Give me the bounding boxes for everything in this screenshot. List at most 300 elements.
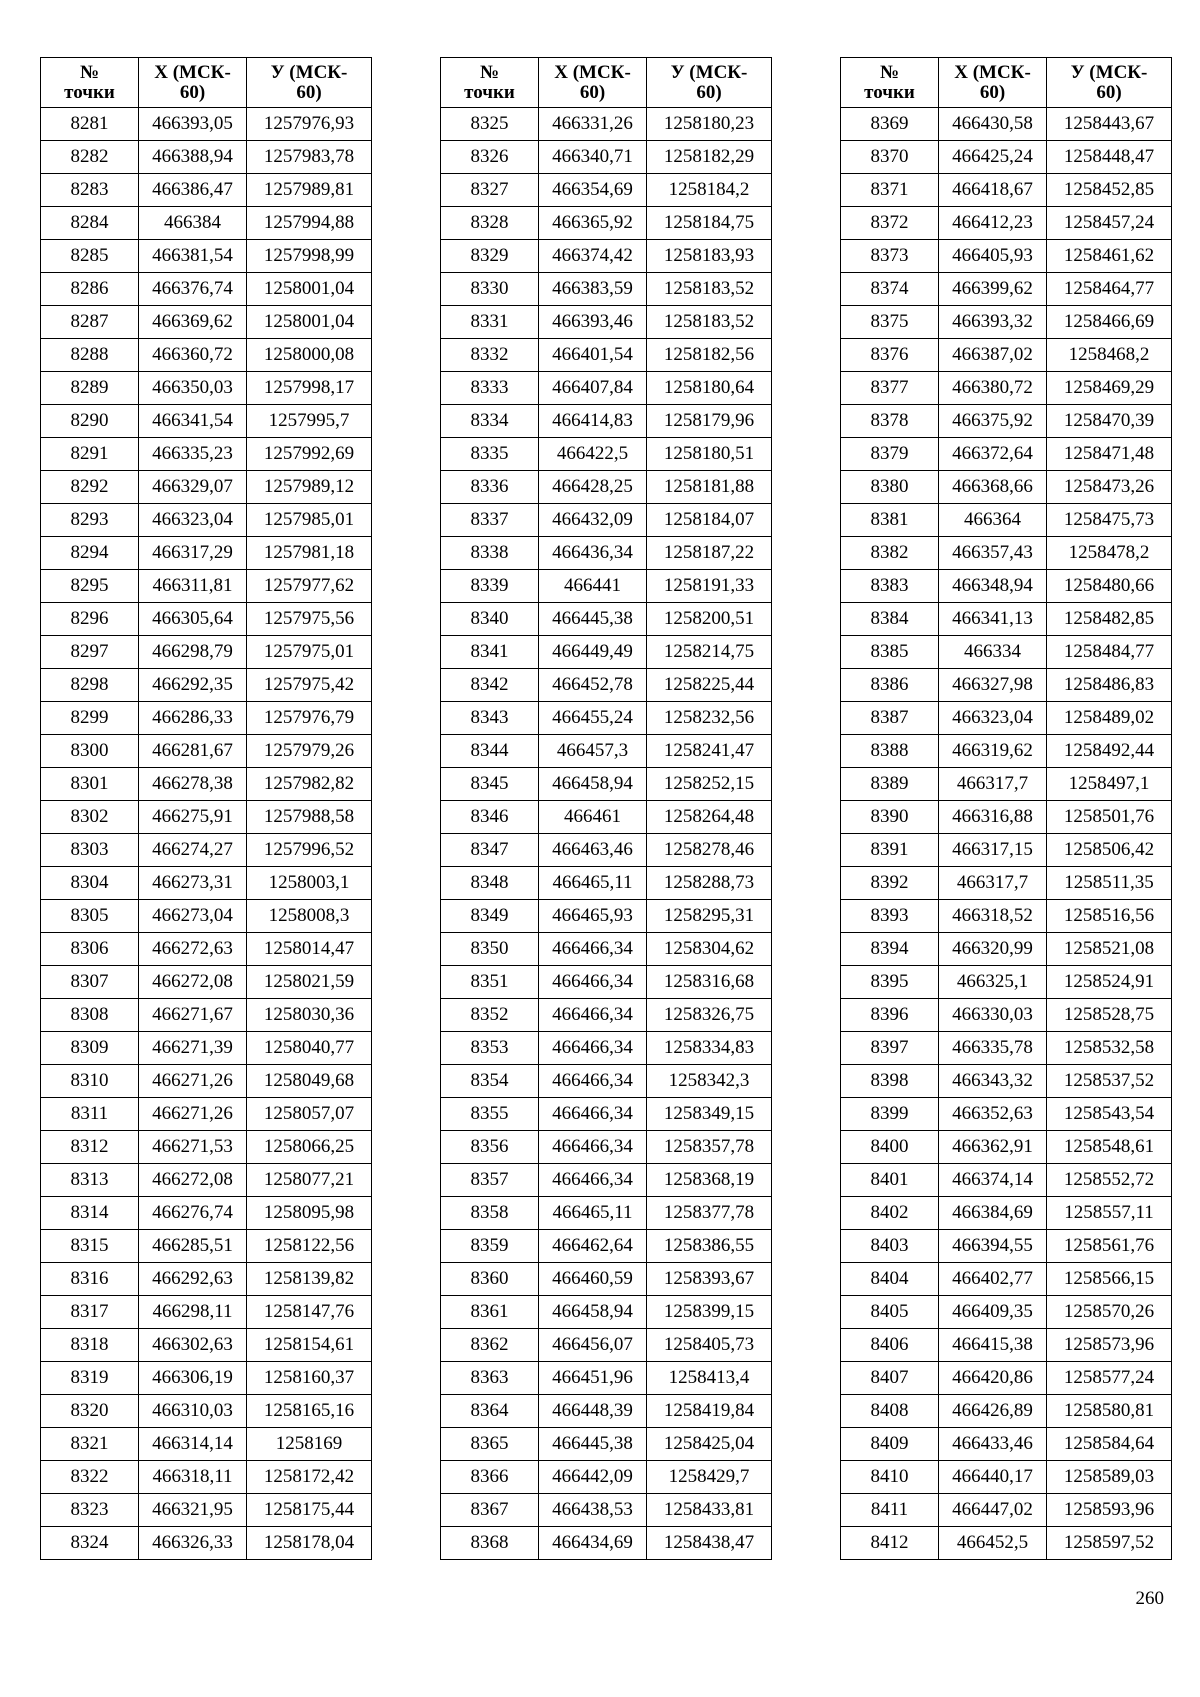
table-row (441, 174, 772, 207)
x-coordinate-cell: 466271,39 (139, 1032, 247, 1065)
table-row (441, 801, 772, 834)
y-coordinate-cell: 1258413,4 (647, 1362, 772, 1395)
point-number-cell: 8300 (41, 735, 139, 768)
y-coordinate-cell: 1258368,19 (647, 1164, 772, 1197)
point-number-cell: 8377 (841, 372, 939, 405)
table-row (441, 1197, 772, 1230)
x-coordinate-cell: 466352,63 (939, 1098, 1047, 1131)
table-row (41, 999, 372, 1032)
x-coordinate-cell: 466318,11 (139, 1461, 247, 1494)
x-coordinate-cell: 466357,43 (939, 537, 1047, 570)
table-row (41, 1296, 372, 1329)
point-number-cell: 8347 (441, 834, 539, 867)
x-coordinate-cell: 466465,93 (539, 900, 647, 933)
x-coordinate-cell: 466461 (539, 801, 647, 834)
y-coordinate-cell: 1258506,42 (1047, 834, 1172, 867)
x-coordinate-header: X (МСК- 60) (539, 58, 647, 108)
y-coordinate-cell: 1258573,96 (1047, 1329, 1172, 1362)
point-number-cell: 8401 (841, 1164, 939, 1197)
point-number-cell: 8346 (441, 801, 539, 834)
table-row (841, 504, 1172, 537)
x-coordinate-cell: 466369,62 (139, 306, 247, 339)
point-number-cell: 8383 (841, 570, 939, 603)
point-number-cell: 8299 (41, 702, 139, 735)
table-row (841, 1230, 1172, 1263)
table-row (441, 867, 772, 900)
point-number-cell: 8391 (841, 834, 939, 867)
x-coordinate-cell: 466412,23 (939, 207, 1047, 240)
table-row (841, 1362, 1172, 1395)
y-coordinate-cell: 1258429,7 (647, 1461, 772, 1494)
table-row (841, 966, 1172, 999)
y-coordinate-cell: 1257988,58 (247, 801, 372, 834)
table-row (41, 537, 372, 570)
y-coordinate-cell: 1258252,15 (647, 768, 772, 801)
point-number-cell: 8387 (841, 702, 939, 735)
table-row (841, 1329, 1172, 1362)
point-number-cell: 8325 (441, 108, 539, 141)
table-row (841, 999, 1172, 1032)
x-coordinate-cell: 466466,34 (539, 933, 647, 966)
y-coordinate-cell: 1258040,77 (247, 1032, 372, 1065)
point-number-header: № точки (41, 58, 139, 108)
point-number-cell: 8298 (41, 669, 139, 702)
table-row (841, 1131, 1172, 1164)
point-number-cell: 8335 (441, 438, 539, 471)
y-coordinate-cell: 1258566,15 (1047, 1263, 1172, 1296)
x-coordinate-cell: 466286,33 (139, 702, 247, 735)
table-row (41, 834, 372, 867)
point-number-cell: 8294 (41, 537, 139, 570)
y-coordinate-cell: 1258593,96 (1047, 1494, 1172, 1527)
x-coordinate-cell: 466440,17 (939, 1461, 1047, 1494)
point-number-cell: 8322 (41, 1461, 139, 1494)
table-row (41, 174, 372, 207)
point-number-cell: 8318 (41, 1329, 139, 1362)
table-row (441, 1032, 772, 1065)
table-row (441, 636, 772, 669)
y-coordinate-cell: 1258187,22 (647, 537, 772, 570)
point-number-cell: 8399 (841, 1098, 939, 1131)
point-number-cell: 8320 (41, 1395, 139, 1428)
y-coordinate-cell: 1258438,47 (647, 1527, 772, 1560)
table-row (841, 801, 1172, 834)
table-row (841, 702, 1172, 735)
x-coordinate-cell: 466433,46 (939, 1428, 1047, 1461)
x-coordinate-cell: 466452,5 (939, 1527, 1047, 1560)
table-row (841, 900, 1172, 933)
point-number-cell: 8360 (441, 1263, 539, 1296)
y-coordinate-cell: 1258057,07 (247, 1098, 372, 1131)
x-coordinate-cell: 466452,78 (539, 669, 647, 702)
table-row (841, 636, 1172, 669)
y-coordinate-cell: 1257979,26 (247, 735, 372, 768)
table-row (41, 768, 372, 801)
y-coordinate-cell: 1258466,69 (1047, 306, 1172, 339)
y-coordinate-cell: 1258393,67 (647, 1263, 772, 1296)
table-row (441, 702, 772, 735)
y-coordinate-cell: 1258405,73 (647, 1329, 772, 1362)
y-coordinate-cell: 1258457,24 (1047, 207, 1172, 240)
x-coordinate-cell: 466368,66 (939, 471, 1047, 504)
x-coordinate-cell: 466384 (139, 207, 247, 240)
x-coordinate-cell: 466310,03 (139, 1395, 247, 1428)
table-row (41, 570, 372, 603)
y-coordinate-cell: 1258377,78 (647, 1197, 772, 1230)
y-coordinate-cell: 1258464,77 (1047, 273, 1172, 306)
x-coordinate-cell: 466422,5 (539, 438, 647, 471)
table-row (41, 735, 372, 768)
y-coordinate-header: У (МСК- 60) (1047, 58, 1172, 108)
y-coordinate-cell: 1258482,85 (1047, 603, 1172, 636)
point-number-cell: 8407 (841, 1362, 939, 1395)
table-row (441, 1065, 772, 1098)
y-coordinate-cell: 1258473,26 (1047, 471, 1172, 504)
y-coordinate-cell: 1258182,56 (647, 339, 772, 372)
x-coordinate-cell: 466447,02 (939, 1494, 1047, 1527)
point-number-cell: 8353 (441, 1032, 539, 1065)
point-number-cell: 8308 (41, 999, 139, 1032)
x-coordinate-cell: 466330,03 (939, 999, 1047, 1032)
x-coordinate-cell: 466364 (939, 504, 1047, 537)
point-number-cell: 8337 (441, 504, 539, 537)
x-coordinate-cell: 466317,7 (939, 867, 1047, 900)
point-number-cell: 8350 (441, 933, 539, 966)
y-coordinate-cell: 1258184,75 (647, 207, 772, 240)
y-coordinate-cell: 1258589,03 (1047, 1461, 1172, 1494)
y-coordinate-cell: 1258528,75 (1047, 999, 1172, 1032)
point-number-cell: 8367 (441, 1494, 539, 1527)
table-row (441, 1098, 772, 1131)
x-coordinate-cell: 466466,34 (539, 966, 647, 999)
point-number-cell: 8400 (841, 1131, 939, 1164)
table-row (441, 207, 772, 240)
y-coordinate-cell: 1257977,62 (247, 570, 372, 603)
y-coordinate-cell: 1258471,48 (1047, 438, 1172, 471)
y-coordinate-cell: 1258326,75 (647, 999, 772, 1032)
table-row (41, 471, 372, 504)
x-coordinate-cell: 466393,05 (139, 108, 247, 141)
point-number-cell: 8307 (41, 966, 139, 999)
point-number-cell: 8402 (841, 1197, 939, 1230)
y-coordinate-cell: 1258357,78 (647, 1131, 772, 1164)
x-coordinate-cell: 466405,93 (939, 240, 1047, 273)
x-coordinate-cell: 466273,04 (139, 900, 247, 933)
table-row (441, 273, 772, 306)
y-coordinate-cell: 1258175,44 (247, 1494, 372, 1527)
table-row (841, 867, 1172, 900)
point-number-cell: 8326 (441, 141, 539, 174)
point-number-cell: 8352 (441, 999, 539, 1032)
x-coordinate-cell: 466428,25 (539, 471, 647, 504)
table-row (41, 1197, 372, 1230)
y-coordinate-cell: 1258184,07 (647, 504, 772, 537)
x-coordinate-cell: 466311,81 (139, 570, 247, 603)
x-coordinate-cell: 466466,34 (539, 1164, 647, 1197)
table-row (441, 1527, 772, 1560)
point-number-cell: 8382 (841, 537, 939, 570)
y-coordinate-cell: 1258486,83 (1047, 669, 1172, 702)
point-number-cell: 8395 (841, 966, 939, 999)
y-coordinate-cell: 1258461,62 (1047, 240, 1172, 273)
point-number-cell: 8368 (441, 1527, 539, 1560)
point-number-cell: 8283 (41, 174, 139, 207)
point-number-cell: 8380 (841, 471, 939, 504)
y-coordinate-cell: 1258443,67 (1047, 108, 1172, 141)
y-coordinate-cell: 1258548,61 (1047, 1131, 1172, 1164)
y-coordinate-cell: 1258095,98 (247, 1197, 372, 1230)
x-coordinate-cell: 466449,49 (539, 636, 647, 669)
y-coordinate-cell: 1258386,55 (647, 1230, 772, 1263)
y-coordinate-cell: 1258001,04 (247, 273, 372, 306)
point-number-cell: 8297 (41, 636, 139, 669)
table-row (841, 174, 1172, 207)
table-row (41, 1230, 372, 1263)
y-coordinate-cell: 1257992,69 (247, 438, 372, 471)
point-number-cell: 8385 (841, 636, 939, 669)
point-number-cell: 8408 (841, 1395, 939, 1428)
table-row (441, 1428, 772, 1461)
y-coordinate-cell: 1258452,85 (1047, 174, 1172, 207)
point-number-cell: 8374 (841, 273, 939, 306)
x-coordinate-cell: 466360,72 (139, 339, 247, 372)
x-coordinate-cell: 466466,34 (539, 999, 647, 1032)
x-coordinate-cell: 466409,35 (939, 1296, 1047, 1329)
point-number-cell: 8396 (841, 999, 939, 1032)
point-number-cell: 8405 (841, 1296, 939, 1329)
y-coordinate-cell: 1257982,82 (247, 768, 372, 801)
x-coordinate-cell: 466457,3 (539, 735, 647, 768)
point-number-cell: 8287 (41, 306, 139, 339)
y-coordinate-cell: 1258543,54 (1047, 1098, 1172, 1131)
point-number-cell: 8288 (41, 339, 139, 372)
table-row (841, 207, 1172, 240)
x-coordinate-cell: 466393,32 (939, 306, 1047, 339)
y-coordinate-cell: 1258178,04 (247, 1527, 372, 1560)
x-coordinate-cell: 466458,94 (539, 1296, 647, 1329)
x-coordinate-cell: 466319,62 (939, 735, 1047, 768)
table-row (841, 1197, 1172, 1230)
x-coordinate-cell: 466302,63 (139, 1329, 247, 1362)
table-row (441, 999, 772, 1032)
x-coordinate-cell: 466317,7 (939, 768, 1047, 801)
table-row (441, 438, 772, 471)
y-coordinate-cell: 1258066,25 (247, 1131, 372, 1164)
table-row (441, 240, 772, 273)
y-coordinate-cell: 1258183,52 (647, 273, 772, 306)
x-coordinate-cell: 466314,14 (139, 1428, 247, 1461)
point-number-cell: 8334 (441, 405, 539, 438)
table-row (41, 108, 372, 141)
table-row (41, 273, 372, 306)
point-number-cell: 8319 (41, 1362, 139, 1395)
y-coordinate-cell: 1258008,3 (247, 900, 372, 933)
point-number-cell: 8349 (441, 900, 539, 933)
table-row (441, 1131, 772, 1164)
point-number-cell: 8323 (41, 1494, 139, 1527)
y-coordinate-cell: 1258334,83 (647, 1032, 772, 1065)
x-coordinate-cell: 466365,92 (539, 207, 647, 240)
x-coordinate-cell: 466381,54 (139, 240, 247, 273)
y-coordinate-cell: 1257998,17 (247, 372, 372, 405)
table-row (441, 537, 772, 570)
table-row (41, 1164, 372, 1197)
point-number-cell: 8404 (841, 1263, 939, 1296)
point-number-cell: 8357 (441, 1164, 539, 1197)
y-coordinate-cell: 1258584,64 (1047, 1428, 1172, 1461)
point-number-cell: 8344 (441, 735, 539, 768)
x-coordinate-cell: 466374,42 (539, 240, 647, 273)
point-number-cell: 8348 (441, 867, 539, 900)
table-row (441, 570, 772, 603)
y-coordinate-cell: 1258181,88 (647, 471, 772, 504)
point-number-cell: 8410 (841, 1461, 939, 1494)
x-coordinate-cell: 466380,72 (939, 372, 1047, 405)
point-number-cell: 8301 (41, 768, 139, 801)
x-coordinate-cell: 466340,71 (539, 141, 647, 174)
y-coordinate-cell: 1258241,47 (647, 735, 772, 768)
x-coordinate-cell: 466318,52 (939, 900, 1047, 933)
table-row (41, 1329, 372, 1362)
x-coordinate-cell: 466325,1 (939, 966, 1047, 999)
coordinate-table-1 (40, 57, 372, 1560)
x-coordinate-cell: 466317,15 (939, 834, 1047, 867)
table-row (41, 1263, 372, 1296)
x-coordinate-cell: 466326,33 (139, 1527, 247, 1560)
x-coordinate-cell: 466402,77 (939, 1263, 1047, 1296)
point-number-cell: 8329 (441, 240, 539, 273)
point-number-cell: 8289 (41, 372, 139, 405)
table-row (41, 1494, 372, 1527)
table-row (441, 108, 772, 141)
x-coordinate-cell: 466383,59 (539, 273, 647, 306)
y-coordinate-cell: 1258183,52 (647, 306, 772, 339)
point-number-cell: 8302 (41, 801, 139, 834)
x-coordinate-cell: 466350,03 (139, 372, 247, 405)
table-row (441, 1362, 772, 1395)
header-row (841, 58, 1172, 108)
point-number-cell: 8359 (441, 1230, 539, 1263)
point-number-cell: 8390 (841, 801, 939, 834)
point-number-cell: 8321 (41, 1428, 139, 1461)
x-coordinate-cell: 466430,58 (939, 108, 1047, 141)
y-coordinate-cell: 1258577,24 (1047, 1362, 1172, 1395)
point-number-cell: 8285 (41, 240, 139, 273)
x-coordinate-cell: 466426,89 (939, 1395, 1047, 1428)
point-number-cell: 8389 (841, 768, 939, 801)
point-number-cell: 8341 (441, 636, 539, 669)
y-coordinate-cell: 1258484,77 (1047, 636, 1172, 669)
point-number-cell: 8290 (41, 405, 139, 438)
point-number-cell: 8388 (841, 735, 939, 768)
point-number-cell: 8324 (41, 1527, 139, 1560)
y-coordinate-cell: 1257975,42 (247, 669, 372, 702)
y-coordinate-cell: 1258478,2 (1047, 537, 1172, 570)
x-coordinate-cell: 466376,74 (139, 273, 247, 306)
y-coordinate-cell: 1258597,52 (1047, 1527, 1172, 1560)
table-row (841, 240, 1172, 273)
point-number-cell: 8315 (41, 1230, 139, 1263)
point-number-cell: 8361 (441, 1296, 539, 1329)
y-coordinate-cell: 1258154,61 (247, 1329, 372, 1362)
y-coordinate-cell: 1258180,51 (647, 438, 772, 471)
y-coordinate-cell: 1258475,73 (1047, 504, 1172, 537)
table-row (41, 669, 372, 702)
table-row (41, 306, 372, 339)
x-coordinate-cell: 466316,88 (939, 801, 1047, 834)
table-row (841, 1164, 1172, 1197)
point-number-cell: 8317 (41, 1296, 139, 1329)
x-coordinate-cell: 466343,32 (939, 1065, 1047, 1098)
point-number-cell: 8363 (441, 1362, 539, 1395)
x-coordinate-cell: 466466,34 (539, 1098, 647, 1131)
table-row (441, 735, 772, 768)
x-coordinate-cell: 466323,04 (139, 504, 247, 537)
point-number-cell: 8354 (441, 1065, 539, 1098)
table-row (441, 768, 772, 801)
x-coordinate-cell: 466292,63 (139, 1263, 247, 1296)
y-coordinate-header: У (МСК- 60) (647, 58, 772, 108)
table-row (441, 141, 772, 174)
x-coordinate-cell: 466460,59 (539, 1263, 647, 1296)
table-row (841, 735, 1172, 768)
y-coordinate-cell: 1258468,2 (1047, 339, 1172, 372)
y-coordinate-cell: 1258580,81 (1047, 1395, 1172, 1428)
y-coordinate-cell: 1258147,76 (247, 1296, 372, 1329)
table-row (41, 603, 372, 636)
y-coordinate-cell: 1258480,66 (1047, 570, 1172, 603)
point-number-cell: 8281 (41, 108, 139, 141)
table-row (441, 372, 772, 405)
y-coordinate-cell: 1258021,59 (247, 966, 372, 999)
y-coordinate-cell: 1258139,82 (247, 1263, 372, 1296)
table-row (41, 1428, 372, 1461)
y-coordinate-cell: 1258419,84 (647, 1395, 772, 1428)
x-coordinate-cell: 466275,91 (139, 801, 247, 834)
y-coordinate-cell: 1258049,68 (247, 1065, 372, 1098)
x-coordinate-cell: 466298,79 (139, 636, 247, 669)
table-row (41, 900, 372, 933)
y-coordinate-cell: 1258183,93 (647, 240, 772, 273)
y-coordinate-cell: 1257985,01 (247, 504, 372, 537)
x-coordinate-cell: 466388,94 (139, 141, 247, 174)
x-coordinate-cell: 466434,69 (539, 1527, 647, 1560)
point-number-cell: 8309 (41, 1032, 139, 1065)
point-number-cell: 8369 (841, 108, 939, 141)
x-coordinate-cell: 466271,26 (139, 1065, 247, 1098)
table-row (441, 834, 772, 867)
point-number-cell: 8384 (841, 603, 939, 636)
x-coordinate-cell: 466362,91 (939, 1131, 1047, 1164)
table-row (441, 339, 772, 372)
point-number-cell: 8393 (841, 900, 939, 933)
x-coordinate-cell: 466465,11 (539, 1197, 647, 1230)
point-number-header: № точки (841, 58, 939, 108)
x-coordinate-header: X (МСК- 60) (139, 58, 247, 108)
table-row (41, 1131, 372, 1164)
x-coordinate-cell: 466451,96 (539, 1362, 647, 1395)
y-coordinate-cell: 1258172,42 (247, 1461, 372, 1494)
y-coordinate-cell: 1258497,1 (1047, 768, 1172, 801)
table-row (41, 372, 372, 405)
x-coordinate-cell: 466317,29 (139, 537, 247, 570)
x-coordinate-cell: 466386,47 (139, 174, 247, 207)
x-coordinate-cell: 466442,09 (539, 1461, 647, 1494)
y-coordinate-cell: 1258165,16 (247, 1395, 372, 1428)
y-coordinate-cell: 1258014,47 (247, 933, 372, 966)
x-coordinate-cell: 466432,09 (539, 504, 647, 537)
table-row (41, 1461, 372, 1494)
